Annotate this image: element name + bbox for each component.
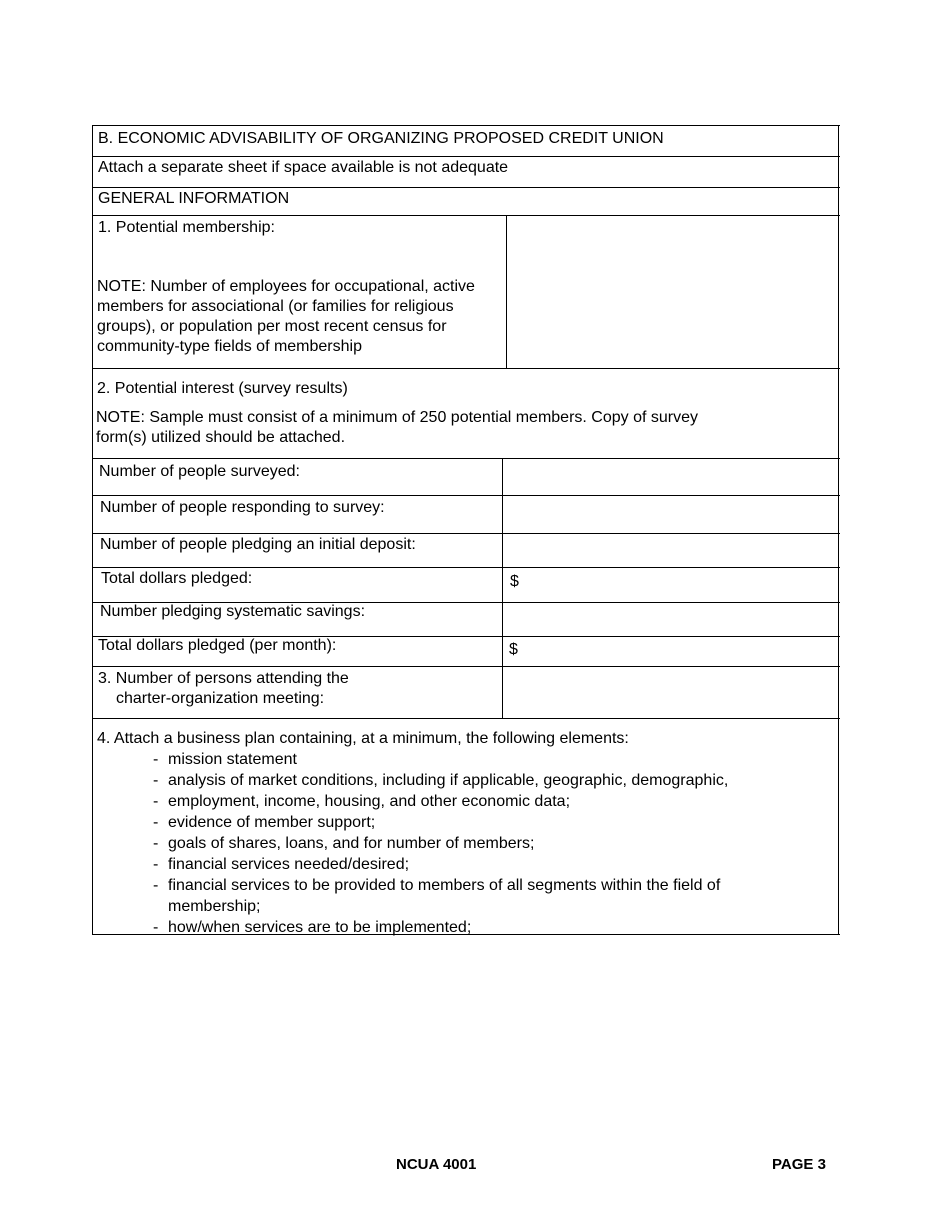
dash: - bbox=[153, 772, 159, 789]
interest-note bbox=[96, 408, 698, 448]
section-title: B. ECONOMIC ADVISABILITY OF ORGANIZING PROPOSED CREDIT UNION bbox=[98, 130, 664, 147]
people-surveyed-label: Number of people surveyed: bbox=[99, 463, 300, 480]
list-item: - how/when services are to be implemented; bbox=[153, 919, 472, 936]
potential-membership-label: 1. Potential membership: bbox=[98, 219, 275, 236]
people-surveyed-field[interactable] bbox=[504, 460, 838, 494]
form-number: NCUA 4001 bbox=[396, 1156, 477, 1173]
list-item: - evidence of member support; bbox=[153, 814, 376, 831]
systematic-savings-field[interactable] bbox=[504, 604, 838, 635]
column-divider bbox=[502, 458, 503, 718]
dash: - bbox=[153, 751, 159, 768]
note-line: NOTE: Number of employees for occupational, active bbox=[97, 278, 475, 295]
dash: - bbox=[153, 919, 159, 936]
potential-interest-label: 2. Potential interest (survey results) bbox=[97, 380, 348, 397]
rule bbox=[93, 567, 840, 568]
dash: - bbox=[153, 814, 159, 831]
note-line: members for associational (or families for religious bbox=[97, 298, 454, 315]
list-item: - employment, income, housing, and other economic data; bbox=[153, 793, 571, 810]
business-plan-title: 4. Attach a business plan containing, at a minimum, the following elements: bbox=[97, 730, 629, 747]
rule bbox=[93, 458, 840, 459]
note-line: community-type fields of membership bbox=[97, 338, 362, 355]
dollar-prefix: $ bbox=[509, 641, 518, 658]
list-item: - goals of shares, loans, and for number of members; bbox=[153, 835, 535, 852]
rule bbox=[93, 215, 840, 216]
dash: - bbox=[153, 793, 159, 810]
total-dollars-pledged-field[interactable] bbox=[504, 569, 838, 601]
people-pledging-field[interactable] bbox=[504, 535, 838, 566]
monthly-dollars-pledged-label: Total dollars pledged (per month): bbox=[98, 637, 337, 654]
total-dollars-pledged-label: Total dollars pledged: bbox=[101, 570, 253, 587]
business-plan-list bbox=[97, 749, 728, 938]
rule bbox=[93, 666, 840, 667]
dash: - bbox=[153, 835, 159, 852]
dash: - bbox=[153, 877, 159, 894]
note-line: groups), or population per most recent census for bbox=[97, 318, 447, 335]
rule bbox=[93, 533, 840, 534]
general-information-heading: GENERAL INFORMATION bbox=[98, 190, 290, 207]
dollar-prefix: $ bbox=[510, 573, 519, 590]
people-responding-field[interactable] bbox=[504, 497, 838, 532]
membership-note bbox=[97, 277, 475, 357]
meeting-attendance-field[interactable] bbox=[504, 668, 838, 717]
list-item: - mission statement bbox=[153, 751, 297, 768]
rule bbox=[93, 718, 840, 719]
people-responding-label: Number of people responding to survey: bbox=[100, 499, 385, 516]
note-line: form(s) utilized should be attached. bbox=[96, 429, 346, 446]
dash: - bbox=[153, 856, 159, 873]
meeting-attendance-label-line-2: charter-organization meeting: bbox=[116, 690, 325, 707]
potential-membership-field[interactable] bbox=[508, 217, 838, 367]
list-item: - financial services to be provided to members of all segments within the field of membership; bbox=[153, 877, 721, 915]
column-divider bbox=[506, 215, 507, 368]
systematic-savings-label: Number pledging systematic savings: bbox=[100, 603, 366, 620]
rule bbox=[93, 187, 840, 188]
people-pledging-label: Number of people pledging an initial deposit: bbox=[100, 536, 416, 553]
meeting-attendance-label-line-1: 3. Number of persons attending the bbox=[98, 670, 349, 687]
rule bbox=[93, 368, 840, 369]
note-line: NOTE: Sample must consist of a minimum of 250 potential members. Copy of survey bbox=[96, 409, 699, 426]
economic-advisability-form bbox=[92, 125, 839, 935]
list-item: - analysis of market conditions, including if applicable, geographic, demographic, bbox=[153, 772, 729, 789]
rule bbox=[93, 495, 840, 496]
list-item: - financial services needed/desired; bbox=[153, 856, 410, 873]
monthly-dollars-pledged-field[interactable] bbox=[504, 638, 838, 665]
attach-note: Attach a separate sheet if space available is not adequate bbox=[98, 159, 509, 176]
rule bbox=[93, 125, 840, 126]
page-number: PAGE 3 bbox=[772, 1156, 826, 1173]
rule bbox=[93, 156, 840, 157]
business-plan-section bbox=[97, 728, 728, 938]
